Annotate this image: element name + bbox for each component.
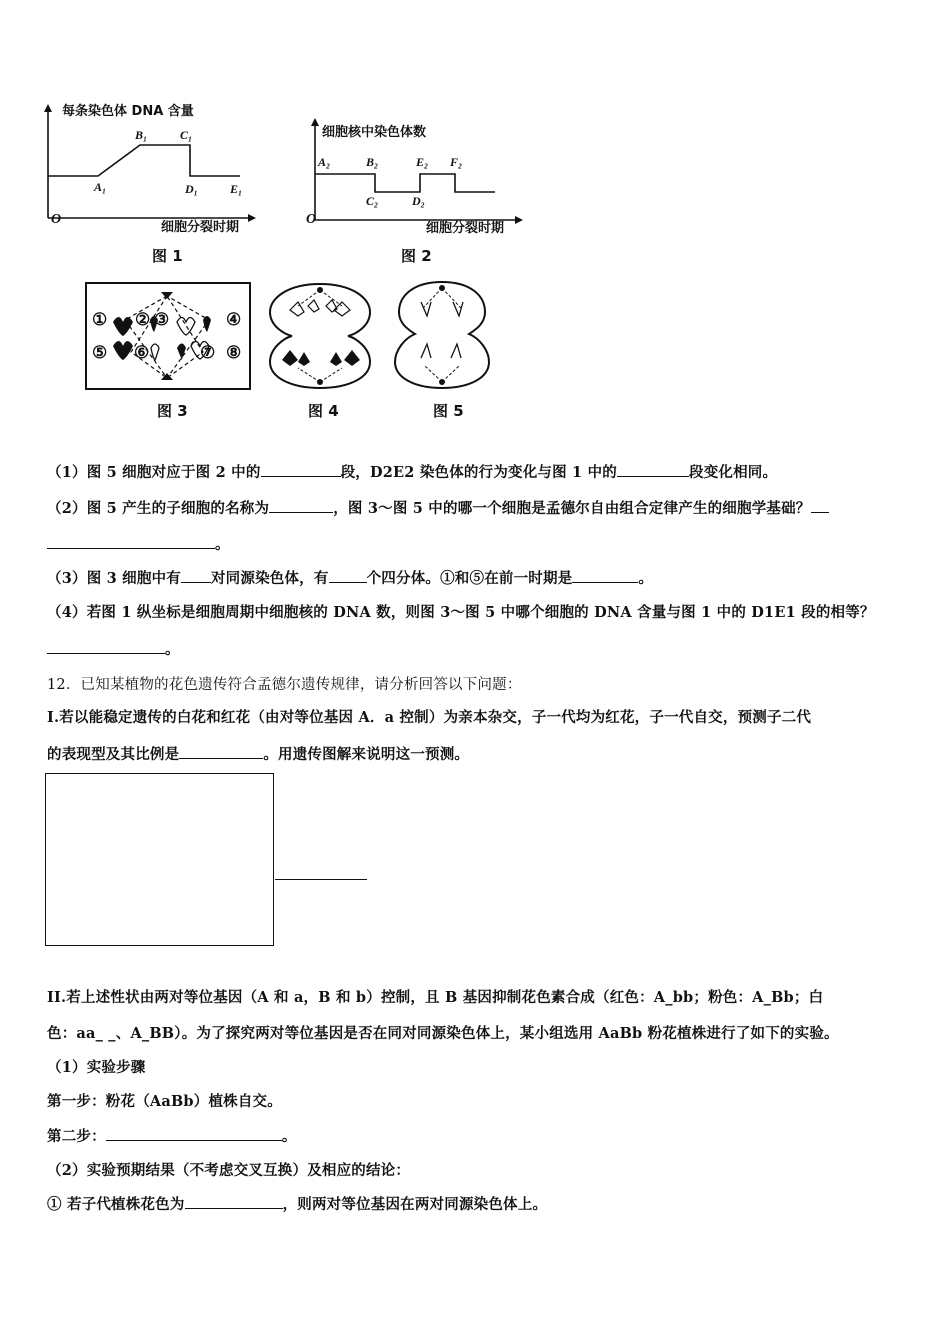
q4-text-a: （4）若图 1 纵坐标是细胞周期中细胞核的 DNA 数，则图 3～图 5 中哪个细胞的 DNA 含量与图 1 中的 D1E1 段的相等？ (47, 604, 875, 621)
fig2-point-e2: E₂ (416, 155, 429, 169)
fig1-graph (40, 100, 260, 230)
q2-text-a: （2）图 5 产生的子细胞的名称为 (47, 500, 270, 517)
question-2 (47, 497, 829, 518)
part-2-expect-title (47, 1159, 410, 1180)
fig5-caption: 图 5 (433, 402, 464, 420)
fig2-point-b2: B₂ (366, 155, 379, 169)
fig1-point-b1: B₁ (135, 128, 148, 142)
q3-text-c: 个四分体。①和⑤在前一时期是 (366, 570, 573, 587)
question-4-cont (47, 638, 180, 659)
fig2-graph (305, 112, 530, 232)
question-12-title (47, 673, 522, 694)
q3-blank-1[interactable] (181, 568, 211, 583)
part2-result1-blank[interactable] (185, 1194, 283, 1209)
part-2-step-1 (47, 1090, 282, 1111)
q2-text-b: ，图 3～图 5 中的哪一个细胞是孟德尔自由组合定律产生的细胞学基础？ (333, 500, 811, 517)
fig3-label-4: ④ (226, 310, 242, 330)
part2-text-line2: 色：aa_ _、A_BB）。为了探究两对等位基因是否在同对同源染色体上，某小组选用 AaBb 粉花植株进行了如下的实验。 (47, 1025, 839, 1042)
q1-text-a: （1）图 5 细胞对应于图 2 中的 (47, 464, 261, 481)
fig2-point-a2: A₂ (318, 155, 331, 169)
fig3-label-2: ② (135, 310, 151, 330)
genetic-diagram-answer-box[interactable] (45, 773, 274, 946)
fig1-origin: O (51, 212, 62, 227)
part1-blank-1[interactable] (179, 744, 263, 759)
answer-box-underline (275, 879, 367, 880)
part-1-line-2 (47, 743, 469, 764)
fig2-x-axis-label: 细胞分裂时期 (426, 221, 505, 236)
q3-text-d: 。 (638, 570, 654, 587)
fig1-point-c1: C₁ (180, 128, 193, 142)
q1-blank-2[interactable] (617, 462, 689, 477)
part1-text-a: I.若以能稳定遗传的白花和红花（由对等位基因 A．a 控制）为亲本杂交，子一代均为红花，子一代自交，预测子二代 (47, 709, 812, 726)
q1-blank-1[interactable] (261, 462, 341, 477)
part2-step2-text-c: 。 (281, 1128, 297, 1145)
fig3-cell-drawing (85, 282, 253, 392)
part-2-line-1 (47, 986, 823, 1007)
q2-blank-2[interactable] (811, 498, 829, 513)
fig3-caption: 图 3 (157, 402, 188, 420)
q3-blank-3[interactable] (572, 568, 638, 583)
part2-result1-text-a: ① 若子代植株花色为 (47, 1196, 185, 1213)
q2-blank-1[interactable] (269, 498, 333, 513)
part2-step2-blank[interactable] (106, 1126, 282, 1141)
fig3-label-1: ① (92, 310, 108, 330)
part-1-line-1 (47, 706, 811, 727)
question-1 (47, 461, 777, 482)
fig2-curve (315, 174, 495, 192)
fig3-label-5: ⑤ (92, 343, 108, 363)
fig1-x-axis-label: 细胞分裂时期 (161, 220, 240, 235)
fig3-label-8: ⑧ (226, 343, 242, 363)
fig3-label-6: ⑥ (134, 343, 150, 363)
fig1-point-a1: A₁ (94, 180, 107, 194)
q12-title-text: 12．已知某植物的花色遗传符合孟德尔遗传规律，请分析回答以下问题： (47, 677, 522, 693)
question-3 (47, 567, 653, 588)
fig1-y-axis-label: 每条染色体 DNA 含量 (62, 104, 194, 119)
fig4-caption: 图 4 (308, 402, 339, 420)
q4-text-c: 。 (165, 641, 180, 658)
fig5-cell-drawing (393, 278, 491, 392)
part-2-steps-title (47, 1056, 146, 1077)
part2-step1-text: 第一步：粉花（AaBb）植株自交。 (47, 1093, 282, 1110)
fig2-point-d2: D₂ (412, 194, 425, 208)
q2-blank-2-cont[interactable] (47, 534, 215, 549)
part-2-step-2 (47, 1125, 297, 1146)
part1-text-b: 的表现型及其比例是 (47, 746, 180, 763)
fig1-caption: 图 1 (152, 247, 183, 265)
fig1-curve (48, 145, 240, 176)
fig2-origin: O (306, 212, 317, 227)
part2-expect-title-text: （2）实验预期结果（不考虑交叉互换）及相应的结论： (47, 1162, 411, 1179)
q3-blank-2[interactable] (329, 568, 367, 583)
q3-text-a: （3）图 3 细胞中有 (47, 570, 181, 587)
question-4 (47, 601, 875, 622)
part2-step2-text-a: 第二步： (47, 1128, 106, 1145)
q2-text-c: 。 (215, 536, 230, 553)
fig4-cell-drawing (268, 280, 373, 392)
fig2-point-c2: C₂ (366, 194, 379, 208)
part-2-result-1 (47, 1193, 547, 1214)
q4-blank-1[interactable] (47, 639, 165, 654)
fig2-point-f2: F₂ (450, 155, 463, 169)
part2-result1-text-c: ，则两对等位基因在两对同源染色体上。 (282, 1196, 548, 1213)
fig2-caption: 图 2 (401, 247, 432, 265)
fig2-y-axis-label: 细胞核中染色体数 (322, 125, 427, 140)
part1-text-c: 。用遗传图解来说明这一预测。 (263, 746, 470, 763)
part-2-line-2 (47, 1022, 839, 1043)
fig1-point-e1: E₁ (230, 182, 243, 196)
fig1-point-d1: D₁ (185, 182, 198, 196)
q1-text-c: 段变化相同。 (689, 464, 778, 481)
part2-steps-title-text: （1）实验步骤 (47, 1059, 146, 1076)
fig3-label-7: ⑦ (200, 343, 216, 363)
q3-text-b: 对同源染色体，有 (210, 570, 329, 587)
q1-text-b: 段，D2E2 染色体的行为变化与图 1 中的 (340, 464, 617, 481)
part2-text-line1: II.若上述性状由两对等位基因（A 和 a，B 和 b）控制，且 B 基因抑制花色素合成（红色：A_bb；粉色：A_Bb；白 (47, 989, 824, 1006)
fig3-label-3: ③ (154, 310, 170, 330)
question-2-cont (47, 533, 230, 554)
